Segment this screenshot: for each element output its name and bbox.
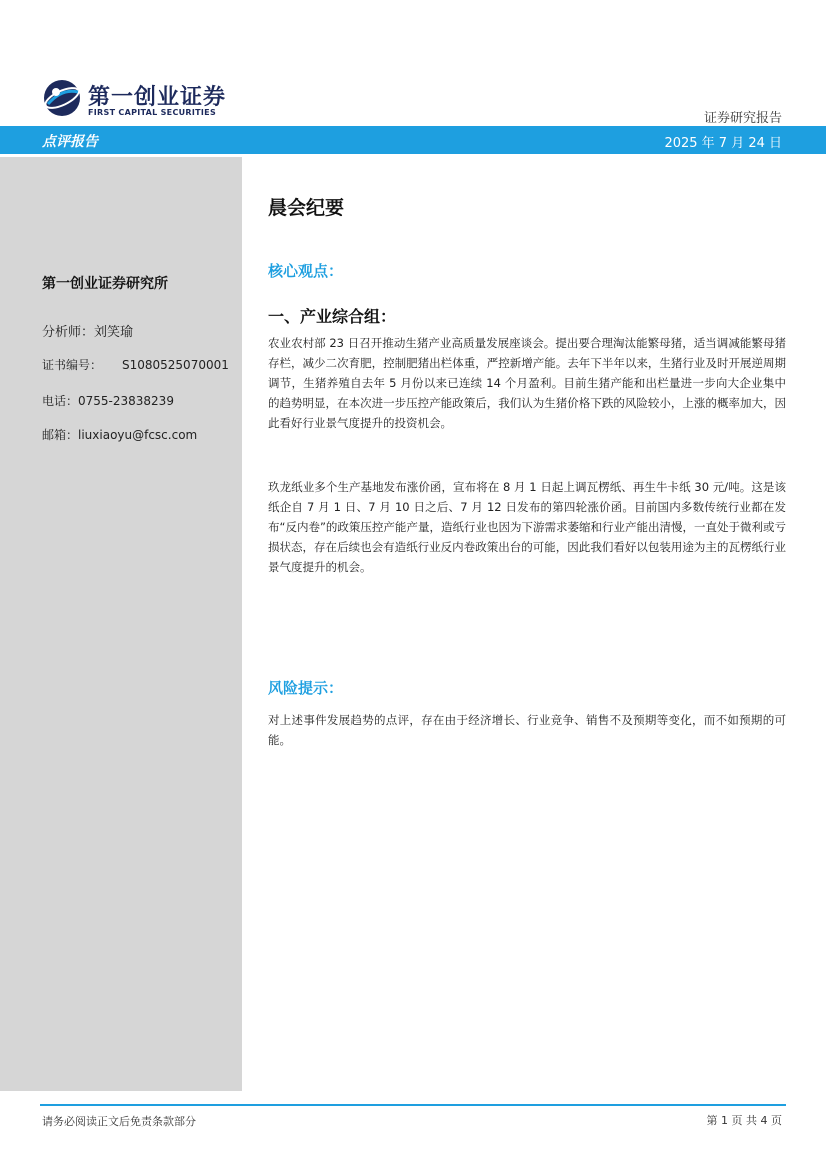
core-view-heading: 核心观点： — [268, 262, 344, 280]
telephone: 电话：0755-23838239 — [42, 394, 174, 408]
logo-text-en: FIRST CAPITAL SECURITIES — [88, 108, 217, 117]
paragraph-hog-industry: 农业农村部 23 日召开推动生猪产业高质量发展座谈会。提出要合理淘汰能繁母猪，适当调减能繁母猪存栏，减少二次育肥，控制肥猪出栏体重，严控新增产能。去年下半年以来，生猪行业及时开展逆周期调节，生猪养殖自去年 5 月份以来已连续 14 个月盈利。目前生猪产能和出栏量进一步向大企业集中的趋势明显，在本次进一步压控产能政策后，我们认为生猪价格下跌的风险较小，上涨的概率加大，因此看好行业景气度提升的投资机会。 — [268, 336, 786, 430]
footer-disclaimer: 请务必阅读正文后免责条款部分 — [42, 1115, 196, 1128]
page-title: 晨会纪要 — [268, 197, 345, 219]
header-band — [0, 126, 826, 154]
globe-logo-icon — [42, 78, 82, 118]
logo-text-cn: 第一创业证券 — [88, 85, 227, 110]
report-date: 2025 年 7 月 24 日 — [664, 136, 782, 151]
analyst-name: 分析师：刘笑瑜 — [42, 325, 134, 340]
sidebar — [0, 157, 242, 1091]
section-industry-heading: 一、产业综合组： — [268, 307, 397, 326]
cert-value: S1080525070001 — [122, 358, 229, 372]
company-logo — [42, 78, 242, 122]
paragraph-paper-industry: 玖龙纸业多个生产基地发布涨价函，宣布将在 8 月 1 日起上调瓦楞纸、再生牛卡纸 30 元/吨。这是该纸企自 7 月 1 日、7 月 10 日之后、7 月 12 日发布的第四轮涨价函。目前国内多数传统行业都在发布“反内卷”的政策压控产能产量，造纸行业也因为下游需求萎缩和行业产能出清慢，一直处于微利或亏损状态，存在后续也会有造纸行业反内卷政策出台的可能，因此我们看好以包装用途为主的瓦楞纸行业景气度提升的机会。 — [268, 480, 786, 574]
risk-heading: 风险提示： — [268, 679, 344, 697]
page-number: 第 1 页 共 4 页 — [706, 1114, 782, 1127]
paragraph-risk: 对上述事件发展趋势的点评，存在由于经济增长、行业竞争、销售不及预期等变化，而不如预期的可能。 — [268, 713, 786, 747]
footer-divider — [40, 1104, 786, 1106]
institute-name: 第一创业证券研究所 — [42, 276, 168, 292]
cert-label: 证书编号： — [42, 358, 103, 372]
cert-number — [42, 356, 229, 373]
report-category: 点评报告 — [42, 134, 98, 150]
email-address[interactable]: 邮箱：liuxiaoyu@fcsc.com — [42, 428, 198, 442]
report-type-label: 证券研究报告 — [703, 111, 782, 126]
